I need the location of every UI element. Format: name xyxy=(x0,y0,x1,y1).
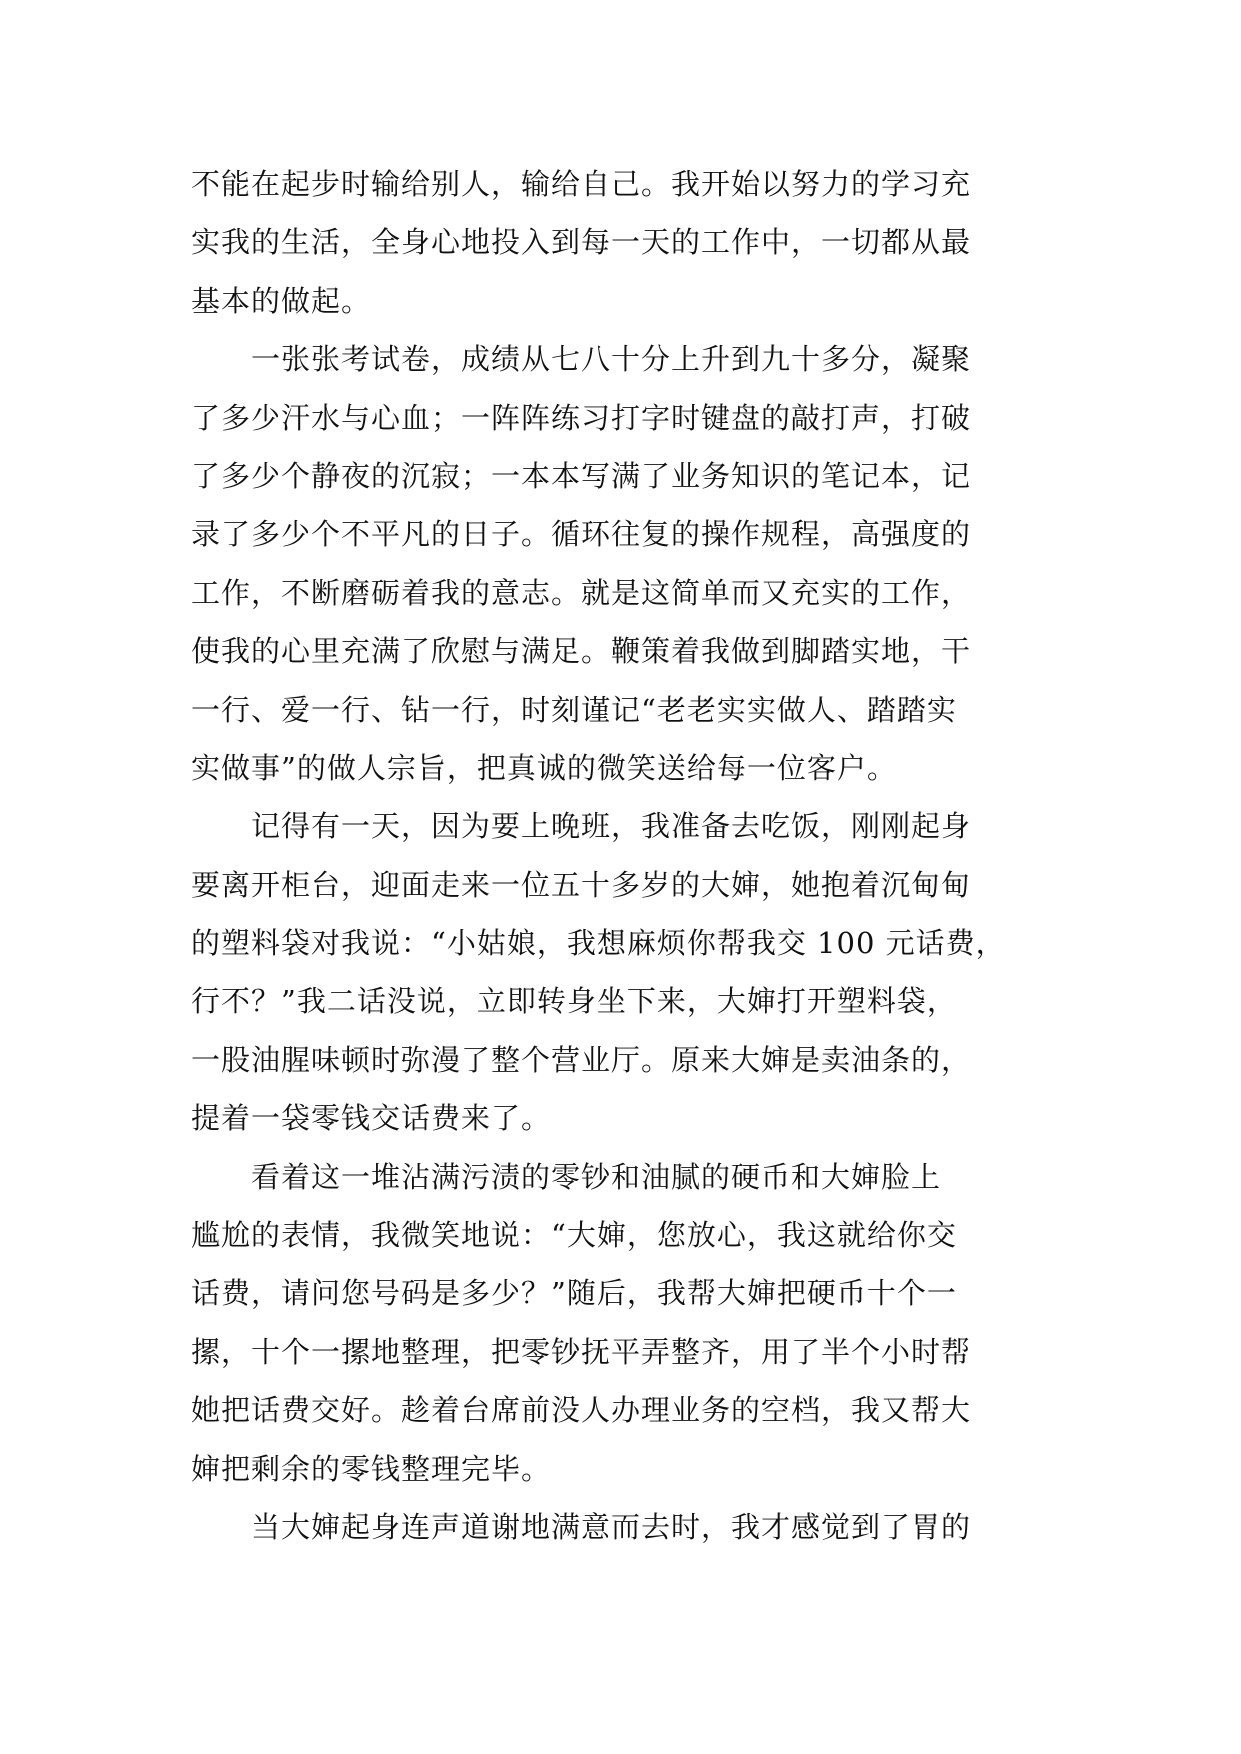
text-line: 了多少个静夜的沉寂；一本本写满了业务知识的笔记本，记 xyxy=(191,458,972,493)
text-line: 实我的生活，全身心地投入到每一天的工作中，一切都从最 xyxy=(191,225,972,260)
text-line: 一张张考试卷，成绩从七八十分上升到九十多分，凝聚 xyxy=(191,342,972,377)
text-line: 一行、爱一行、钻一行，时刻谨记“老老实实做人、踏踏实 xyxy=(191,692,957,727)
text-line: 她把话费交好。趁着台席前没人办理业务的空档，我又帮大 xyxy=(191,1393,972,1428)
text-line: 当大婶起身连声道谢地满意而去时，我才感觉到了胃的 xyxy=(191,1509,972,1544)
text-line: 了多少汗水与心血；一阵阵练习打字时键盘的敲打声，打破 xyxy=(191,400,972,435)
text-line: 看着这一堆沾满污渍的零钞和油腻的硬币和大婶脸上 xyxy=(191,1159,942,1194)
text-line: 的塑料袋对我说：“小姑娘，我想麻烦你帮我交 100 元话费， xyxy=(191,926,1006,961)
text-line: 使我的心里充满了欣慰与满足。鞭策着我做到脚踏实地，干 xyxy=(191,634,972,669)
text-line: 行不？”我二话没说，立即转身坐下来，大婶打开塑料袋， xyxy=(191,984,957,1019)
text-line: 要离开柜台，迎面走来一位五十多岁的大婶，她抱着沉甸甸 xyxy=(191,867,972,902)
text-line: 尴尬的表情，我微笑地说：“大婶，您放心，我这就给你交 xyxy=(191,1218,957,1253)
text-line: 录了多少个不平凡的日子。循环往复的操作规程，高强度的 xyxy=(191,517,972,552)
text-line: 实做事”的做人宗旨，把真诚的微笑送给每一位客户。 xyxy=(191,750,897,785)
text-line: 提着一袋零钱交话费来了。 xyxy=(191,1101,552,1136)
text-line: 基本的做起。 xyxy=(191,283,372,318)
text-line: 婶把剩余的零钱整理完毕。 xyxy=(191,1451,552,1486)
document-body xyxy=(191,155,1067,1556)
text-line: 工作，不断磨砺着我的意志。就是这简单而又充实的工作， xyxy=(191,575,972,610)
text-line: 摞，十个一摞地整理，把零钞抚平弄整齐，用了半个小时帮 xyxy=(191,1334,972,1369)
text-line: 记得有一天，因为要上晚班，我准备去吃饭，刚刚起身 xyxy=(191,809,972,844)
text-line: 一股油腥味顿时弥漫了整个营业厅。原来大婶是卖油条的， xyxy=(191,1042,972,1077)
text-line: 话费，请问您号码是多少？”随后，我帮大婶把硬币十个一 xyxy=(191,1276,957,1311)
text-line: 不能在起步时输给别人，输给自己。我开始以努力的学习充 xyxy=(191,167,972,201)
